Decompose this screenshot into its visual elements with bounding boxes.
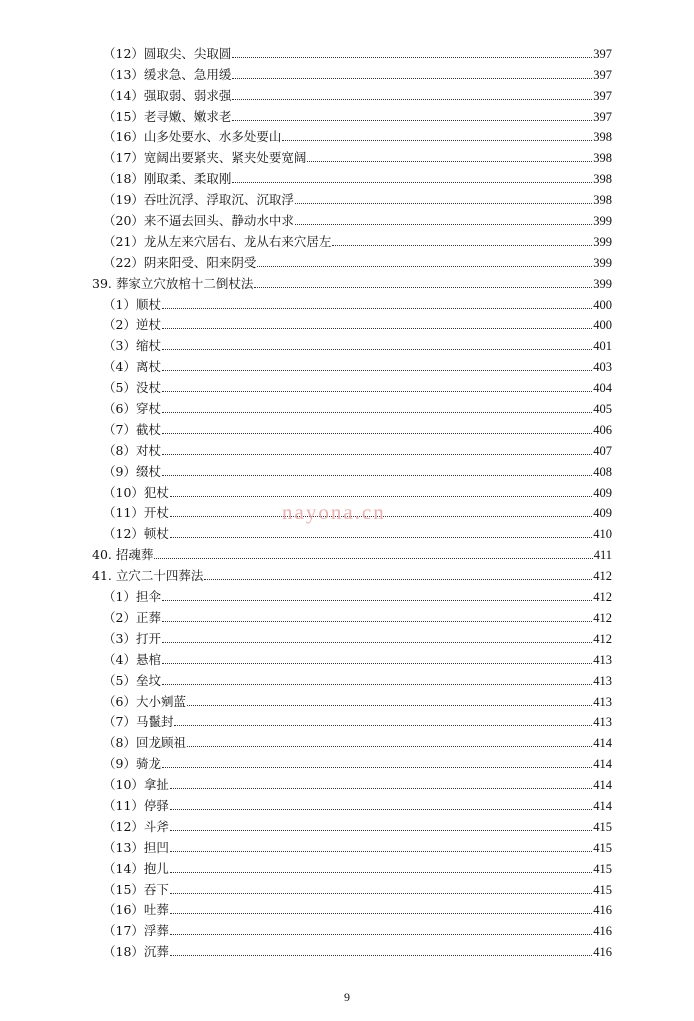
- dot-leader: [170, 788, 592, 789]
- toc-entry[interactable]: [92, 897, 612, 918]
- toc-entry-page: 415: [593, 882, 612, 897]
- toc-entry[interactable]: [92, 270, 612, 291]
- toc-entry-title: （18）沉葬: [103, 944, 169, 960]
- toc-entry-page: 398: [593, 172, 612, 187]
- toc-entry-title: （19）吞吐沉浮、浮取沉、沉取浮: [103, 192, 294, 208]
- dot-leader: [295, 203, 592, 204]
- toc-entry-title: （11）停驿: [103, 797, 169, 813]
- toc-entry-page: 412: [593, 569, 612, 584]
- toc-entry-page: 413: [593, 673, 612, 688]
- watermark: nayona.cn: [282, 500, 386, 524]
- toc-entry[interactable]: [92, 667, 612, 688]
- page-number: 9: [344, 990, 350, 1004]
- toc-entry-title: （9）缀杖: [103, 463, 161, 479]
- toc-entry[interactable]: [92, 186, 612, 207]
- toc-entry-title: （1）担伞: [103, 589, 161, 605]
- toc-entry[interactable]: [92, 82, 612, 103]
- toc-entry-title: （21）龙从左来穴居右、龙从右来穴居左: [103, 233, 332, 249]
- toc-entry-page: 401: [593, 339, 612, 354]
- dot-leader: [170, 955, 592, 956]
- toc-entry-page: 414: [593, 736, 612, 751]
- dot-leader: [204, 579, 592, 580]
- toc-entry-page: 407: [593, 443, 612, 458]
- toc-entry-title: （15）老寻嫩、嫩求老: [103, 108, 232, 124]
- toc-entry-title: （10）拿扯: [103, 777, 169, 793]
- toc-entry-page: 404: [593, 381, 612, 396]
- dot-leader: [254, 287, 592, 288]
- toc-entry[interactable]: [92, 855, 612, 876]
- toc-entry[interactable]: [92, 813, 612, 834]
- toc-entry-page: 412: [593, 590, 612, 605]
- toc-entry-title: （22）阴来阳受、阳来阴受: [103, 254, 257, 270]
- toc-entry-title: （1）顺杖: [103, 296, 161, 312]
- dot-leader: [257, 266, 592, 267]
- toc-entry-page: 416: [593, 903, 612, 918]
- toc-entry-title: （6）大小剜蓝: [103, 693, 186, 709]
- toc-entry-page: 413: [593, 715, 612, 730]
- dot-leader: [162, 412, 592, 413]
- toc-entry-page: 398: [593, 193, 612, 208]
- dot-leader: [232, 99, 592, 100]
- dot-leader: [154, 558, 592, 559]
- toc-entry-title: （18）刚取柔、柔取刚: [103, 171, 232, 187]
- toc-entry-title: （13）缓求急、急用缓: [103, 66, 232, 82]
- toc-entry-title: （7）马鬣封: [103, 714, 174, 730]
- toc-entry[interactable]: [92, 479, 612, 500]
- dot-leader: [170, 496, 592, 497]
- toc-entry-title: （2）正葬: [103, 609, 161, 625]
- toc-entry[interactable]: [92, 729, 612, 750]
- toc-entry[interactable]: [92, 750, 612, 771]
- toc-entry[interactable]: [92, 207, 612, 228]
- toc-entry-page: 400: [593, 318, 612, 333]
- toc-entry-title: （5）垒坟: [103, 672, 161, 688]
- toc-entry[interactable]: [92, 374, 612, 395]
- dot-leader: [232, 57, 592, 58]
- toc-entry-title: （10）犯杖: [103, 484, 169, 500]
- dot-leader: [170, 809, 592, 810]
- toc-entry-page: 415: [593, 819, 612, 834]
- toc-entry-page: 399: [593, 234, 612, 249]
- toc-entry[interactable]: [92, 541, 612, 562]
- toc-entry[interactable]: [92, 583, 612, 604]
- toc-entry[interactable]: [92, 332, 612, 353]
- toc-entry-page: 412: [593, 631, 612, 646]
- toc-entry-title: （16）吐葬: [103, 902, 169, 918]
- toc-entry[interactable]: [92, 834, 612, 855]
- toc-entry-page: 415: [593, 861, 612, 876]
- toc-entry[interactable]: [92, 124, 612, 145]
- toc-entry-page: 397: [593, 46, 612, 61]
- toc-entry[interactable]: [92, 792, 612, 813]
- toc-entry-title: （7）截杖: [103, 421, 161, 437]
- dot-leader: [162, 308, 592, 309]
- toc-entry-title: （4）离杖: [103, 359, 161, 375]
- toc-entry-page: 405: [593, 402, 612, 417]
- toc-entry[interactable]: [92, 312, 612, 333]
- dot-leader: [232, 182, 592, 183]
- toc-entry-page: 416: [593, 945, 612, 960]
- toc-entry[interactable]: [92, 938, 612, 959]
- toc-entry-page: 400: [593, 297, 612, 312]
- toc-entry[interactable]: [92, 144, 612, 165]
- toc-entry[interactable]: [92, 249, 612, 270]
- toc-entry-page: 414: [593, 798, 612, 813]
- toc-entry-page: 398: [593, 151, 612, 166]
- toc-entry-title: （9）骑龙: [103, 756, 161, 772]
- toc-entry-title: （3）缩杖: [103, 338, 161, 354]
- dot-leader: [162, 621, 592, 622]
- dot-leader: [170, 830, 592, 831]
- toc-entry[interactable]: [92, 917, 612, 938]
- dot-leader: [332, 245, 592, 246]
- toc-entry[interactable]: [92, 61, 612, 82]
- dot-leader: [162, 767, 592, 768]
- toc-entry[interactable]: [92, 709, 612, 730]
- toc-entry-page: 412: [593, 610, 612, 625]
- dot-leader: [162, 370, 592, 371]
- toc-entry-title: （11）开杖: [103, 505, 169, 521]
- dot-leader: [170, 537, 592, 538]
- dot-leader: [162, 475, 592, 476]
- dot-leader: [162, 642, 592, 643]
- toc-entry-title: 39. 葬家立穴放棺十二倒杖法: [92, 275, 254, 291]
- toc-entry-page: 406: [593, 422, 612, 437]
- toc-entry-title: （8）对杖: [103, 442, 161, 458]
- dot-leader: [170, 893, 592, 894]
- toc-entry[interactable]: [92, 646, 612, 667]
- toc-entry-page: 399: [593, 255, 612, 270]
- toc-entry[interactable]: [92, 688, 612, 709]
- toc-entry-title: （5）没杖: [103, 380, 161, 396]
- dot-leader: [162, 663, 592, 664]
- toc-entry-title: （17）宽阔出要紧夹、紧夹处要宽阔: [103, 150, 307, 166]
- dot-leader: [282, 140, 592, 141]
- dot-leader: [232, 120, 592, 121]
- dot-leader: [162, 600, 592, 601]
- toc-entry-title: （20）来不逼去回头、静动水中求: [103, 213, 294, 229]
- toc-entry-page: 409: [593, 485, 612, 500]
- toc-entry-page: 416: [593, 924, 612, 939]
- toc-entry[interactable]: [92, 876, 612, 897]
- toc-entry-title: （16）山多处要水、水多处要山: [103, 129, 282, 145]
- toc-entry-page: 413: [593, 652, 612, 667]
- toc-entry-title: （12）顿杖: [103, 526, 169, 542]
- toc-entry-page: 399: [593, 276, 612, 291]
- dot-leader: [170, 872, 592, 873]
- toc-entry-title: （6）穿杖: [103, 401, 161, 417]
- toc-entry-title: （3）打开: [103, 630, 161, 646]
- dot-leader: [162, 454, 592, 455]
- toc-entry[interactable]: [92, 416, 612, 437]
- toc-entry-title: 41. 立穴二十四葬法: [92, 568, 204, 584]
- dot-leader: [187, 746, 592, 747]
- dot-leader: [170, 851, 592, 852]
- toc-entry-page: 409: [593, 506, 612, 521]
- dot-leader: [187, 705, 592, 706]
- dot-leader: [295, 224, 592, 225]
- toc-entry-page: 411: [593, 548, 612, 563]
- toc-entry[interactable]: [92, 625, 612, 646]
- toc-entry-page: 398: [593, 130, 612, 145]
- toc-entry-title: （4）悬棺: [103, 651, 161, 667]
- toc-entry-page: 414: [593, 778, 612, 793]
- dot-leader: [174, 725, 592, 726]
- dot-leader: [162, 684, 592, 685]
- toc-entry[interactable]: [92, 437, 612, 458]
- toc-entry-title: （14）抱儿: [103, 860, 169, 876]
- dot-leader: [162, 328, 592, 329]
- toc-entry-title: （12）圆取尖、尖取圆: [103, 45, 232, 61]
- toc-entry[interactable]: [92, 395, 612, 416]
- toc-entry-page: 403: [593, 360, 612, 375]
- toc-entry-page: 399: [593, 214, 612, 229]
- toc-entry-page: 415: [593, 840, 612, 855]
- toc-entry-title: （14）强取弱、弱求强: [103, 87, 232, 103]
- toc-entry[interactable]: [92, 228, 612, 249]
- toc-entry[interactable]: [92, 40, 612, 61]
- toc-entry-page: 408: [593, 464, 612, 479]
- toc-entry-title: （15）吞下: [103, 881, 169, 897]
- dot-leader: [162, 433, 592, 434]
- toc-entry[interactable]: [92, 103, 612, 124]
- toc-entry-page: 410: [593, 527, 612, 542]
- toc-entry[interactable]: [92, 458, 612, 479]
- dot-leader: [170, 934, 592, 935]
- toc-entry-page: 397: [593, 88, 612, 103]
- toc-entry-page: 397: [593, 109, 612, 124]
- toc-entry[interactable]: [92, 562, 612, 583]
- toc-entry-title: （8）回龙顾祖: [103, 735, 186, 751]
- dot-leader: [232, 78, 592, 79]
- toc-entry-page: 414: [593, 757, 612, 772]
- toc-entry[interactable]: [92, 604, 612, 625]
- toc-entry[interactable]: [92, 353, 612, 374]
- dot-leader: [162, 349, 592, 350]
- toc-entry-title: （17）浮葬: [103, 923, 169, 939]
- toc-entry-title: （2）逆杖: [103, 317, 161, 333]
- dot-leader: [162, 391, 592, 392]
- toc-entry-page: 397: [593, 67, 612, 82]
- dot-leader: [307, 161, 592, 162]
- toc-entry-page: 413: [593, 694, 612, 709]
- toc-entry[interactable]: [92, 165, 612, 186]
- toc-entry[interactable]: [92, 771, 612, 792]
- toc-entry-title: （12）斗斧: [103, 818, 169, 834]
- toc-entry-title: （13）担凹: [103, 839, 169, 855]
- dot-leader: [170, 913, 592, 914]
- toc-entry-title: 40. 招魂葬: [92, 547, 154, 563]
- toc-entry[interactable]: [92, 291, 612, 312]
